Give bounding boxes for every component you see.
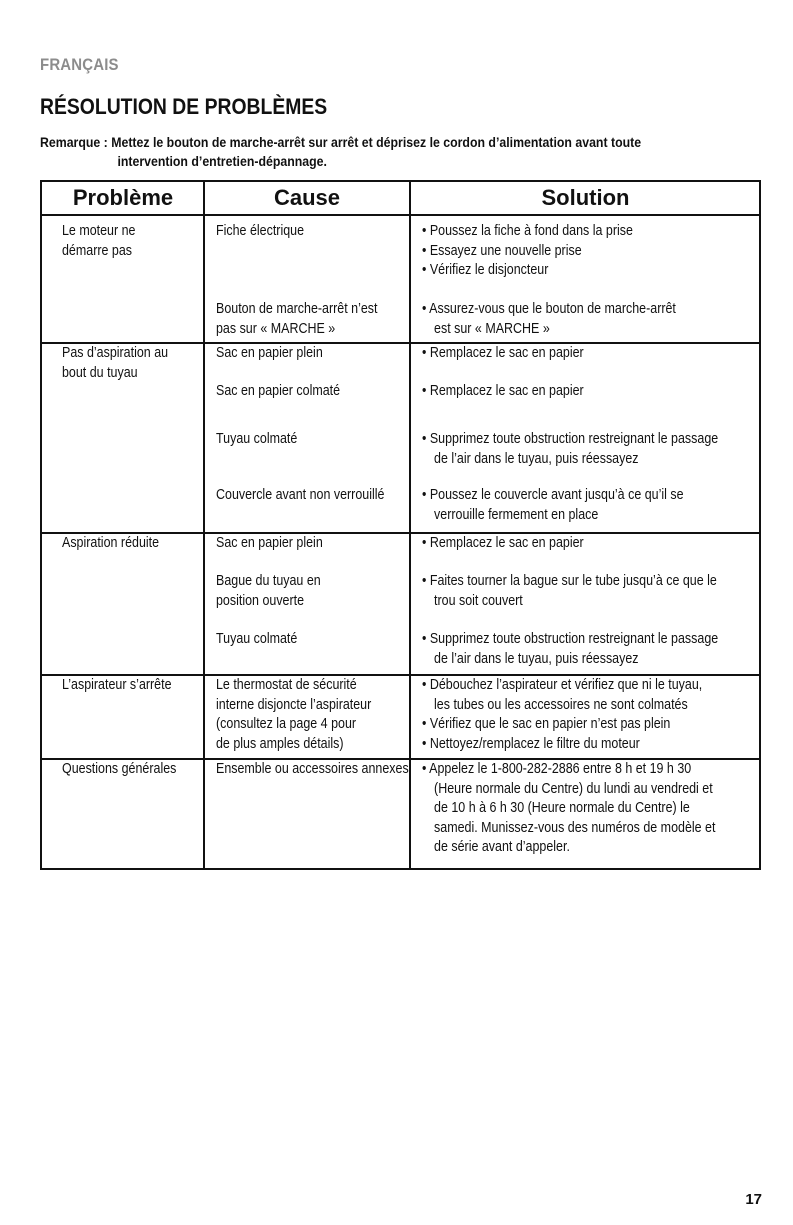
troubleshooting-table	[40, 180, 761, 870]
solution-cell-line: • Vérifiez que le sac en papier n’est pas plein	[422, 716, 671, 732]
solution-cell	[422, 676, 748, 754]
cause-cell-line: de plus amples détails)	[216, 735, 344, 752]
problem-cell-line: Aspiration réduite	[62, 535, 160, 551]
solution-cell-line: verrouille fermement en place	[434, 506, 599, 523]
cause-cell-line: Couvercle avant non verrouillé	[216, 487, 385, 503]
solution-cell-line: • Débouchez l’aspirateur et vérifiez que ni le tuyau,	[422, 677, 703, 693]
solution-cell	[422, 344, 610, 364]
cause-cell	[216, 222, 318, 242]
cause-cell-line: Le thermostat de sécurité	[216, 677, 357, 693]
row-divider	[42, 758, 759, 760]
cause-cell-line: interne disjoncte l’aspirateur	[216, 696, 372, 713]
cause-cell-line: Tuyau colmaté	[216, 631, 298, 647]
cause-cell	[216, 300, 404, 339]
problem-cell-line: Le moteur ne	[62, 223, 136, 239]
cause-cell	[216, 760, 440, 780]
note	[40, 133, 709, 171]
solution-cell	[422, 486, 726, 525]
cause-cell	[216, 344, 340, 364]
solution-cell	[422, 300, 717, 339]
cause-cell-line: Ensemble ou accessoires annexes	[216, 761, 409, 777]
cause-cell-line: Fiche électrique	[216, 223, 305, 239]
solution-cell-line: (Heure normale du Centre) du lundi au vendredi et	[434, 780, 713, 797]
solution-cell-line: de 10 h à 6 h 30 (Heure normale du Centre) le	[434, 800, 690, 816]
solution-cell-line: • Faites tourner la bague sur le tube jusqu’à ce que le	[422, 573, 717, 589]
solution-cell-line: • Supprimez toute obstruction restreignant le passage	[422, 431, 719, 447]
cause-cell-line: Bouton de marche-arrêt n’est	[216, 301, 378, 317]
solution-cell-line: les tubes ou les accessoires ne sont colmatés	[434, 696, 688, 713]
cause-cell-line: pas sur « MARCHE »	[216, 320, 336, 337]
cause-cell-line: (consultez la page 4 pour	[216, 716, 357, 732]
problem-cell	[62, 676, 189, 696]
problem-cell-line: démarre pas	[62, 242, 133, 259]
problem-cell	[62, 222, 147, 261]
solution-cell	[422, 382, 610, 402]
note-label: Remarque :	[40, 134, 108, 150]
solution-cell-line: • Nettoyez/remplacez le filtre du moteur	[422, 735, 640, 752]
row-divider	[42, 674, 759, 676]
solution-cell-line: de l’air dans le tuyau, puis réessayez	[434, 450, 639, 467]
note-text-2: intervention d’entretien-dépannage.	[117, 153, 327, 169]
page-title: RÉSOLUTION DE PROBLÈMES	[40, 94, 328, 119]
column-header-problem: Problème	[72, 185, 174, 210]
solution-cell	[422, 760, 763, 858]
cause-cell	[216, 486, 412, 506]
solution-cell-line: • Vérifiez le disjoncteur	[422, 262, 549, 278]
cause-cell-line: position ouverte	[216, 592, 305, 609]
problem-cell	[62, 344, 185, 383]
solution-cell	[422, 630, 766, 669]
row-divider	[42, 342, 759, 344]
solution-cell-line: • Poussez la fiche à fond dans la prise	[422, 223, 633, 239]
solution-cell-line: est sur « MARCHE »	[434, 320, 550, 337]
solution-cell-line: samedi. Munissez-vous des numéros de modèle et	[434, 819, 716, 836]
cause-cell	[216, 430, 311, 450]
solution-cell-line: • Remplacez le sac en papier	[422, 383, 584, 399]
language-label: FRANÇAIS	[40, 55, 119, 74]
solution-cell-line: • Remplacez le sac en papier	[422, 535, 584, 551]
column-header-solution: Solution	[541, 185, 630, 210]
cause-cell-line: Tuyau colmaté	[216, 431, 298, 447]
cause-cell-line: Bague du tuyau en	[216, 573, 321, 589]
problem-cell-line: Pas d’aspiration au	[62, 345, 169, 361]
solution-cell-line: trou soit couvert	[434, 592, 523, 609]
note-text-1: Mettez le bouton de marche-arrêt sur arrêt et déprisez le cordon d’alimentation avant toute	[111, 134, 642, 150]
solution-cell	[422, 222, 667, 281]
solution-cell	[422, 534, 610, 554]
solution-cell	[422, 430, 766, 469]
solution-cell-line: • Essayez une nouvelle prise	[422, 242, 582, 259]
problem-cell-line: L’aspirateur s’arrête	[62, 677, 172, 693]
page-number: 17	[745, 1191, 762, 1208]
problem-cell-line: bout du tuyau	[62, 364, 138, 381]
table-header	[42, 182, 759, 216]
cause-cell	[216, 382, 360, 402]
solution-cell	[422, 572, 765, 611]
column-header-cause: Cause	[273, 185, 341, 210]
problem-cell	[62, 534, 175, 554]
solution-cell-line: de série avant d’appeler.	[434, 839, 570, 855]
cause-cell	[216, 676, 397, 754]
solution-cell-line: • Remplacez le sac en papier	[422, 345, 584, 361]
problem-cell	[62, 760, 195, 780]
column-divider	[203, 182, 205, 868]
cause-cell	[216, 572, 338, 611]
cause-cell	[216, 630, 311, 650]
solution-cell-line: • Supprimez toute obstruction restreignant le passage	[422, 631, 719, 647]
solution-cell-line: • Poussez le couvercle avant jusqu’à ce qu’il se	[422, 487, 684, 503]
solution-cell-line: • Assurez-vous que le bouton de marche-arrêt	[422, 301, 676, 317]
row-divider	[42, 532, 759, 534]
cause-cell	[216, 534, 340, 554]
problem-cell-line: Questions générales	[62, 761, 177, 777]
solution-cell-line: • Appelez le 1-800-282-2886 entre 8 h et 19 h 30	[422, 761, 692, 777]
cause-cell-line: Sac en papier colmaté	[216, 383, 341, 399]
solution-cell-line: de l’air dans le tuyau, puis réessayez	[434, 650, 639, 667]
cause-cell-line: Sac en papier plein	[216, 345, 323, 361]
cause-cell-line: Sac en papier plein	[216, 535, 323, 551]
